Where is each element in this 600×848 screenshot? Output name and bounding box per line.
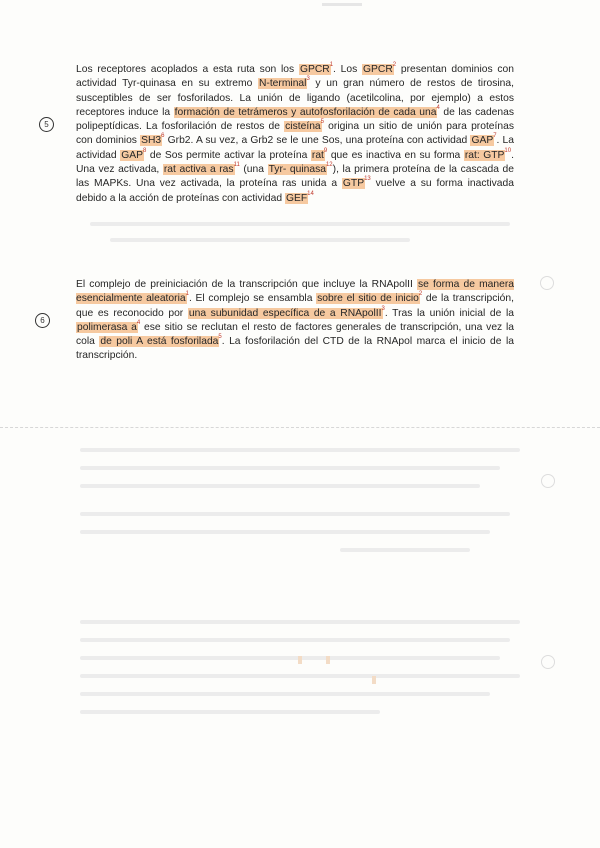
text: (una [239,164,268,176]
highlight: una subunidad específica de a RNApolII [188,307,382,319]
footnote-number: 8 [142,147,147,154]
footnote-number: 4 [136,319,141,326]
highlight: GAP [471,135,494,147]
text: . Tras la unión inicial de la [384,307,514,319]
highlight: se forma de manera esencialmente aleatoria [76,279,514,305]
bleed-through-line [80,692,490,696]
text: ese sitio se reclutan el resto de factores generales de transcripción, una vez la cola [76,321,515,348]
bleed-through-line [80,620,520,624]
text: y un gran número de restos de tirosina, susceptibles de ser fosforilados. La unión de ligando (acetilcolina, por ejemplo) a estos receptores induce la [76,78,514,118]
footnote-number: 13 [364,176,371,183]
footnote-number: 5 [218,334,222,341]
highlight: GPCR [363,64,393,75]
footnote-number: 4 [436,104,440,111]
highlight: rat activa a ras [163,164,234,176]
text: Los receptores acoplados a esta ruta son los [76,64,299,75]
question-number: 6 [40,316,45,325]
footnote-number: 1 [329,62,334,68]
highlight: GPCR [299,64,330,75]
bleed-through-circle [541,655,555,669]
text: que es inactiva en su forma [327,149,464,161]
bleed-through-speck [326,656,330,664]
highlight: SH3 [141,135,162,147]
footnote-number: 11 [233,162,240,169]
text: ), la primera proteína de la cascada de las MAPKs. Una vez activada, la proteína ras unida a [76,164,514,190]
paragraph-6 [76,278,514,364]
highlight: rat [311,149,324,161]
footnote-number: 6 [161,133,165,140]
highlight: GTP [342,178,365,190]
bleed-through-line [80,512,510,516]
scan-fold-line [0,427,600,428]
bleed-through-line [80,466,500,470]
bleed-through-circle [540,276,554,290]
bleed-through-line [80,530,490,534]
highlight: de poli A está fosforilada [100,336,219,348]
highlight: cisteína [285,121,321,133]
footnote-number: 7 [493,133,497,140]
text: presentan dominios con actividad Tyr-quinasa en su extremo [76,64,515,90]
text: El complejo de preiniciación de la transcripción que incluye la RNApolII [76,279,417,290]
footnote-number: 14 [307,190,314,197]
footnote-number: 2 [418,291,423,298]
bleed-through-line [80,448,520,452]
bleed-through-speck [372,676,376,684]
bleed-through-line [90,222,510,226]
scan-mark [322,3,362,6]
text: de las cadenas polipeptídicas. La fosforilación de restos de [76,106,514,133]
bleed-through-line [80,484,480,488]
highlight: formación de tetrámeros y autofosforilación de cada una [174,106,437,118]
footnote-number: 2 [392,62,397,68]
bleed-through-line [110,238,410,242]
highlight: GEF [285,192,308,204]
highlight: polimerasa a [77,321,137,333]
highlight: Tyr- quinasa [268,164,326,176]
bleed-through-line [80,656,500,660]
text: . Los [333,64,363,75]
highlight: N-terminal [258,78,307,90]
footnote-number: 5 [320,119,324,126]
footnote-number: 9 [323,147,328,154]
footnote-number: 3 [381,305,385,312]
highlight: sobre el sitio de inicio [317,293,419,305]
highlight: rat: GTP [464,149,505,161]
question-marker-5 [39,117,54,132]
text: . El complejo se ensambla [188,293,317,305]
bleed-through-line [80,638,510,642]
footnote-number: 3 [306,76,310,83]
bleed-through-line [80,710,380,714]
text: Grb2. A su vez, a Grb2 se le une Sos, una proteína con actividad [164,135,471,147]
question-marker-6 [35,313,50,328]
footnote-number: 10 [504,147,512,154]
text: vuelve a su forma inactivada debido a la acción de proteínas con actividad [76,178,514,204]
text: origina un sitio de unión para proteínas con dominios [76,121,515,147]
paragraph-5 [76,63,514,206]
bleed-through-line [340,548,470,552]
bleed-through-speck [298,656,302,664]
text: de la transcripción, que es reconocido por [76,293,514,319]
bleed-through-circle [541,474,555,488]
text: . La fosforilación del CTD de la RNApol marca el inicio de la transcripción. [76,336,514,362]
question-number: 5 [44,120,49,129]
text: de Sos permite activar la proteína [146,149,311,161]
text: . La actividad [76,135,514,161]
text: . Una vez activada, [76,149,514,176]
highlight: GAP [121,149,143,161]
bleed-through-line [80,674,520,678]
footnote-number: 12 [325,162,333,169]
footnote-number: 1 [185,291,189,298]
